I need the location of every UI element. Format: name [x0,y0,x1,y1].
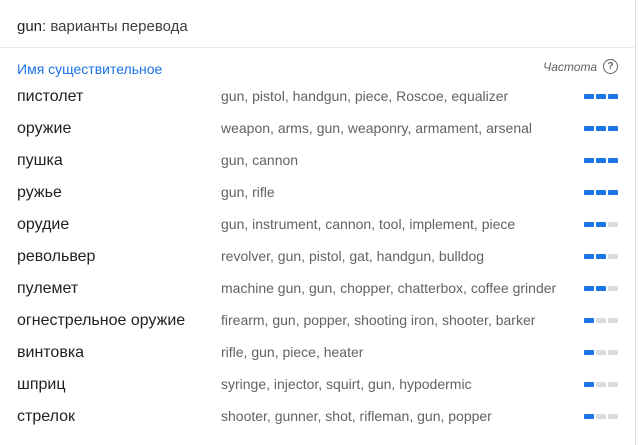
frequency-header [543,59,618,74]
translation-synonyms[interactable]: gun, rifle [221,184,275,200]
translation-term[interactable]: пушка [17,152,63,169]
translation-term[interactable]: шприц [17,376,66,393]
frequency-segment [584,94,594,99]
translation-row [0,240,636,272]
divider [0,47,636,48]
frequency-segment [608,286,618,291]
translation-term[interactable]: стрелок [17,408,76,425]
frequency-bar [584,94,618,99]
translation-row [0,176,636,208]
translation-row [0,400,636,432]
translation-term[interactable]: огнестрельное оружие [17,312,186,329]
frequency-segment [608,190,618,195]
frequency-segment [596,94,606,99]
frequency-segment [596,414,606,419]
translation-term[interactable]: орудие [17,216,70,233]
frequency-segment [584,382,594,387]
frequency-segment [608,94,618,99]
frequency-segment [584,126,594,131]
translation-term[interactable]: револьвер [17,248,96,265]
frequency-segment [584,350,594,355]
translation-term[interactable]: ружье [17,184,62,201]
frequency-segment [608,414,618,419]
translation-row [0,336,636,368]
translation-row [0,272,636,304]
translation-synonyms[interactable]: gun, pistol, handgun, piece, Roscoe, equalizer [221,88,509,104]
translation-term[interactable]: оружие [17,120,72,137]
translation-synonyms[interactable]: rifle, gun, piece, heater [221,344,364,360]
frequency-bar [584,414,618,419]
translation-row [0,368,636,400]
translation-synonyms[interactable]: shooter, gunner, shot, rifleman, gun, popper [221,408,492,424]
frequency-segment [596,318,606,323]
frequency-segment [596,254,606,259]
frequency-segment [608,318,618,323]
frequency-segment [584,254,594,259]
frequency-segment [584,414,594,419]
translation-row [0,112,636,144]
translation-row [0,144,636,176]
translation-synonyms[interactable]: gun, instrument, cannon, tool, implement, piece [221,216,516,232]
frequency-segment [584,286,594,291]
frequency-bar [584,222,618,227]
translation-synonyms[interactable]: weapon, arms, gun, weaponry, armament, arsenal [221,120,533,136]
frequency-segment [608,158,618,163]
frequency-segment [596,222,606,227]
frequency-segment [608,222,618,227]
translation-synonyms[interactable]: machine gun, gun, chopper, chatterbox, coffee grinder [221,280,557,296]
translation-synonyms[interactable]: revolver, gun, pistol, gat, handgun, bulldog [221,248,485,264]
source-word: gun [17,18,43,35]
frequency-bar [584,286,618,291]
translation-synonyms[interactable]: firearm, gun, popper, shooting iron, shooter, barker [221,312,536,328]
frequency-bar [584,158,618,163]
frequency-segment [608,382,618,387]
frequency-bar [584,126,618,131]
frequency-label: Частота [543,59,597,74]
frequency-segment [584,318,594,323]
frequency-bar [584,350,618,355]
frequency-segment [596,126,606,131]
frequency-segment [584,222,594,227]
frequency-bar [584,318,618,323]
translation-synonyms[interactable]: gun, cannon [221,152,299,168]
frequency-segment [596,382,606,387]
part-of-speech-label: Имя существительное [17,61,163,77]
translation-term[interactable]: пулемет [17,280,79,297]
frequency-segment [608,350,618,355]
frequency-segment [596,158,606,163]
frequency-segment [584,158,594,163]
frequency-segment [596,190,606,195]
frequency-segment [596,286,606,291]
translation-synonyms[interactable]: syringe, injector, squirt, gun, hypodermic [221,376,472,392]
header-suffix: : варианты перевода [42,18,188,35]
translation-row [0,304,636,336]
translation-row [0,80,636,112]
frequency-bar [584,254,618,259]
help-icon[interactable]: ? [603,59,618,74]
translations-header [17,18,188,35]
frequency-bar [584,382,618,387]
frequency-bar [584,190,618,195]
translation-row [0,208,636,240]
translation-term[interactable]: винтовка [17,344,85,361]
frequency-segment [596,350,606,355]
frequency-segment [608,254,618,259]
translation-term[interactable]: пистолет [17,88,84,105]
frequency-segment [584,190,594,195]
translation-list [0,80,636,432]
frequency-segment [608,126,618,131]
